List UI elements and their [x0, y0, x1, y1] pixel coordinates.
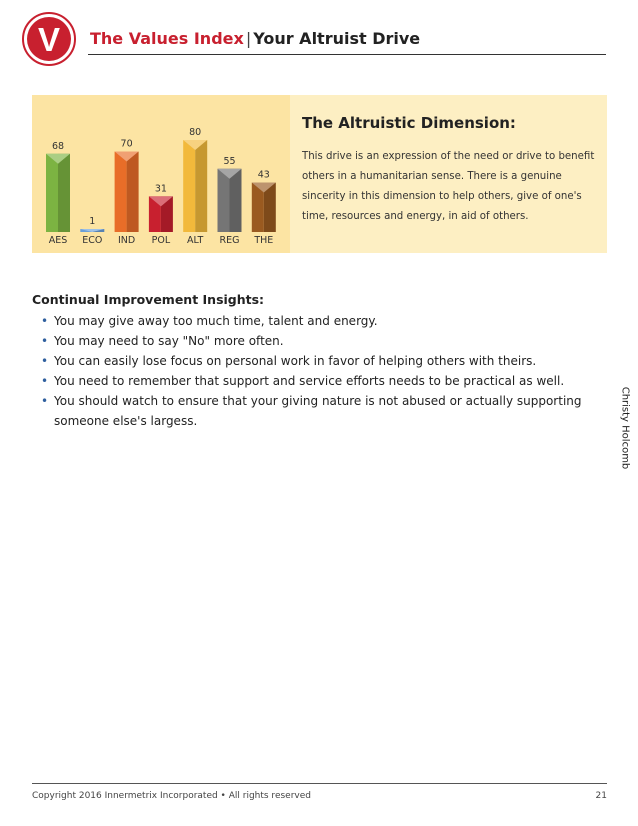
- bullet-icon: •: [41, 334, 49, 348]
- header-divider: [88, 54, 606, 55]
- category-label-aes: AES: [48, 235, 68, 246]
- footer-divider: [32, 783, 607, 784]
- category-label-the: THE: [254, 235, 274, 246]
- bar-reg: [218, 169, 242, 232]
- values-bar-chart: [32, 95, 290, 253]
- bar-aes: [46, 154, 70, 232]
- bullet-icon: •: [41, 374, 49, 388]
- value-label-the: 43: [257, 169, 270, 181]
- page-header-title: [90, 29, 420, 48]
- insights-title: Continual Improvement Insights:: [32, 292, 265, 307]
- footer-copyright: Copyright 2016 Innermetrix Incorporated • All rights reserved: [32, 791, 311, 801]
- list-item: [32, 351, 592, 371]
- brand-name: The Values Index: [90, 29, 244, 48]
- insight-text: You need to remember that support and service efforts needs to be practical as well.: [54, 374, 565, 388]
- list-item: [32, 391, 592, 431]
- bar-ind: [115, 152, 139, 233]
- values-index-logo: [22, 12, 76, 66]
- bullet-icon: •: [41, 394, 49, 408]
- section-name: Your Altruist Drive: [253, 29, 421, 48]
- bullet-icon: •: [41, 354, 49, 368]
- category-label-alt: ALT: [187, 235, 204, 246]
- dimension-title: The Altruistic Dimension:: [302, 114, 516, 132]
- insight-text: You may give away too much time, talent and energy.: [54, 314, 378, 328]
- value-label-aes: 68: [51, 140, 65, 152]
- value-label-ind: 70: [120, 138, 133, 150]
- value-label-reg: 55: [223, 155, 236, 167]
- insights-section: [32, 292, 592, 431]
- insight-text: You may need to say "No" more often.: [54, 334, 284, 348]
- insight-text: You can easily lose focus on personal work in favor of helping others with theirs.: [54, 354, 537, 368]
- value-label-alt: 80: [189, 127, 202, 138]
- side-name-label: [615, 383, 635, 473]
- category-label-reg: REG: [219, 235, 240, 246]
- chart-svg: [32, 95, 290, 253]
- category-label-ind: IND: [117, 235, 136, 246]
- category-label-pol: POL: [151, 235, 171, 246]
- value-label-pol: 31: [154, 183, 167, 195]
- value-label-eco: 1: [89, 216, 96, 227]
- bar-pol: [149, 196, 173, 232]
- bullet-icon: •: [41, 314, 49, 328]
- dimension-panel: [32, 95, 607, 253]
- header-separator: |: [245, 29, 252, 48]
- list-item: [32, 311, 592, 331]
- bar-eco: [80, 229, 104, 232]
- list-item: [32, 371, 592, 391]
- bar-alt: [183, 140, 207, 232]
- bar-the: [252, 183, 276, 232]
- person-name: Christy Holcomb: [619, 386, 631, 470]
- dimension-description: This drive is an expression of the need or drive to benefit others in a humanitarian sense. There is a genuine sincerity in this dimension to help others, give of one's time, resources and energy, in aid of others.: [302, 151, 595, 222]
- list-item: [32, 331, 592, 351]
- category-label-eco: ECO: [82, 235, 103, 246]
- page-number: 21: [595, 791, 607, 801]
- insights-list: [32, 311, 592, 431]
- logo-letter: V: [37, 21, 61, 58]
- insight-text: You should watch to ensure that your giving nature is not abused or actually supporting someone else's largess.: [54, 394, 582, 428]
